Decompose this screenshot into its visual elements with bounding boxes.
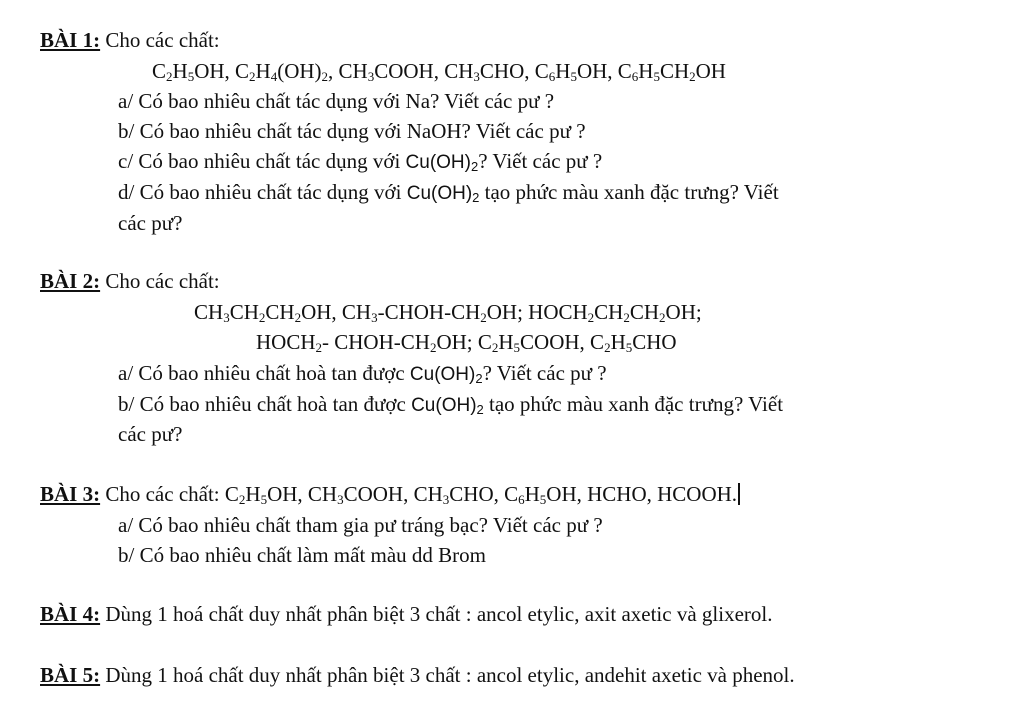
bai1-intro: Cho các chất: (100, 28, 220, 52)
bai2-question-b-continued: các pư? (118, 422, 183, 446)
formula-text: H (255, 59, 271, 83)
bai1-question-b: b/ Có bao nhiêu chất tác dụng với NaOH? Viết các pư ? (118, 119, 586, 143)
formula-text: OH; C (436, 330, 492, 354)
bai1-question-c-reagent (406, 152, 479, 173)
bai2-title-line (40, 268, 220, 294)
bai5-text: Dùng 1 hoá chất duy nhất phân biệt 3 chất : ancol etylic, andehit axetic và phenol. (100, 663, 795, 687)
bai3-heading: BÀI 3: (40, 482, 101, 506)
formula-text: C (152, 59, 167, 83)
reagent-subscript: 2 (476, 402, 484, 417)
bai1-question-d (118, 179, 779, 207)
bai2-question-a-reagent (410, 364, 483, 385)
bai2-question-b-end: tạo phức màu xanh đặc trưng? Viết (483, 392, 784, 416)
bai1-question-c-end: ? Viết các pư ? (478, 149, 603, 173)
bai4-text: Dùng 1 hoá chất duy nhất phân biệt 3 chất : ancol etylic, axit axetic và glixerol. (100, 602, 773, 626)
formula-subscript: 5 (260, 492, 268, 507)
text-cursor (738, 483, 740, 505)
formula-subscript: 5 (539, 492, 547, 507)
bai2-question-b (118, 391, 783, 419)
formula-text: COOH, CH (374, 59, 474, 83)
formula-subscript: 2 (166, 69, 173, 84)
bai1-question-d-reagent (407, 183, 480, 204)
formula-subscript: 2 (294, 310, 302, 325)
formula-subscript: 5 (187, 69, 195, 84)
formula-text: H (498, 330, 514, 354)
bai2-question-b-text: b/ Có bao nhiêu chất hoà tan được (118, 392, 412, 416)
bai2-intro: Cho các chất: (100, 269, 220, 293)
formula-subscript: 2 (480, 310, 487, 325)
formula-subscript: 2 (258, 310, 266, 325)
bai4-heading: BÀI 4: (40, 602, 101, 626)
formula-text: OH, CH (267, 482, 338, 506)
bai2-heading: BÀI 2: (40, 269, 101, 293)
bai2-question-a-text: a/ Có bao nhiêu chất hoà tan được (118, 361, 410, 385)
formula-text: H (245, 482, 261, 506)
formula-text: H (638, 59, 654, 83)
formula-text: CH (629, 300, 660, 324)
formula-subscript: 2 (689, 69, 696, 84)
formula-text: C (224, 482, 239, 506)
bai3-title-line (40, 481, 740, 507)
formula-text: OH (695, 59, 726, 83)
bai3-question-b: b/ Có bao nhiêu chất làm mất màu dd Brom (118, 543, 487, 567)
reagent-formula: Cu(OH) (411, 395, 477, 416)
formula-text: H (524, 482, 540, 506)
formula-text: CHO, C (479, 59, 549, 83)
formula-text: CH (194, 300, 224, 324)
reagent-subscript: 2 (470, 159, 479, 174)
formula-text: OH, C (194, 59, 250, 83)
bai2-question-a (118, 360, 607, 388)
formula-text: , CH (328, 59, 368, 83)
formula-text: OH, C (576, 59, 632, 83)
formula-subscript: 6 (548, 69, 556, 84)
formula-text: CH (265, 300, 295, 324)
formula-subscript: 2 (429, 340, 437, 355)
bai4-line (40, 601, 772, 627)
formula-text: CH (594, 300, 624, 324)
formula-subscript: 2 (238, 492, 246, 507)
bai2-question-a-end: ? Viết các pư ? (482, 361, 607, 385)
bai1-question-d-continued: các pư? (118, 211, 183, 235)
bai1-compounds (152, 58, 726, 84)
bai2-question-b-reagent (411, 395, 484, 416)
formula-text: COOH, CH (343, 482, 443, 506)
formula-subscript: 3 (442, 492, 450, 507)
formula-text: H (610, 330, 626, 354)
formula-subscript: 3 (223, 310, 230, 325)
reagent-formula: Cu(OH) (405, 152, 471, 173)
bai5-heading: BÀI 5: (40, 663, 101, 687)
bai2-compounds-line1 (194, 299, 702, 325)
formula-text: CH (229, 300, 259, 324)
bai1-title-line (40, 27, 220, 53)
formula-subscript: 2 (587, 310, 595, 325)
formula-subscript: 2 (491, 340, 499, 355)
reagent-subscript: 2 (475, 371, 483, 386)
formula-subscript: 6 (518, 492, 525, 507)
formula-text: CHO, C (449, 482, 519, 506)
bai1-question-a: a/ Có bao nhiêu chất tác dụng với Na? Viết các pư ? (118, 89, 555, 113)
formula-text: OH; HOCH (486, 300, 588, 324)
reagent-formula: Cu(OH) (409, 364, 476, 385)
formula-subscript: 5 (570, 69, 577, 84)
formula-subscript: 3 (337, 492, 344, 507)
formula-subscript: 2 (249, 69, 256, 84)
formula-subscript: 3 (473, 69, 480, 84)
formula-subscript: 4 (270, 69, 278, 84)
formula-subscript: 2 (604, 340, 611, 355)
bai3-question-a: a/ Có bao nhiêu chất tham gia pư tráng bạc? Viết các pư ? (118, 513, 603, 537)
bai2-compounds-line2 (256, 329, 677, 355)
formula-text: OH; (665, 300, 702, 324)
formula-subscript: 5 (513, 340, 521, 355)
bai3-intro: Cho các chất: (100, 482, 225, 506)
formula-text: -CHOH-CH (377, 300, 481, 324)
bai1-question-d-end: tạo phức màu xanh đặc trưng? Viết (479, 180, 779, 204)
formula-subscript: 2 (315, 340, 323, 355)
formula-subscript: 3 (371, 310, 378, 325)
formula-text: OH, CH (301, 300, 372, 324)
formula-subscript: 3 (367, 69, 375, 84)
formula-text: CHO (632, 330, 677, 354)
bai5-line (40, 662, 795, 688)
bai1-question-c (118, 148, 602, 176)
reagent-subscript: 2 (472, 190, 480, 205)
formula-text: COOH, C (520, 330, 605, 354)
formula-subscript: 6 (631, 69, 639, 84)
formula-subscript: 2 (321, 69, 329, 84)
formula-text: OH, HCHO, HCOOH. (546, 482, 738, 506)
bai1-question-c-text: c/ Có bao nhiêu chất tác dụng với (118, 149, 406, 173)
formula-text: HOCH (256, 330, 316, 354)
formula-text: - CHOH-CH (322, 330, 430, 354)
formula-subscript: 5 (625, 340, 633, 355)
reagent-formula: Cu(OH) (406, 183, 473, 204)
formula-subscript: 2 (623, 310, 630, 325)
formula-text: H (555, 59, 571, 83)
bai1-question-d-text: d/ Có bao nhiêu chất tác dụng với (118, 180, 407, 204)
formula-text: CH (659, 59, 690, 83)
formula-subscript: 2 (659, 310, 666, 325)
formula-subscript: 5 (653, 69, 660, 84)
formula-text: (OH) (277, 59, 322, 83)
bai3-compounds (225, 482, 737, 506)
bai1-heading: BÀI 1: (40, 28, 101, 52)
formula-text: H (172, 59, 188, 83)
